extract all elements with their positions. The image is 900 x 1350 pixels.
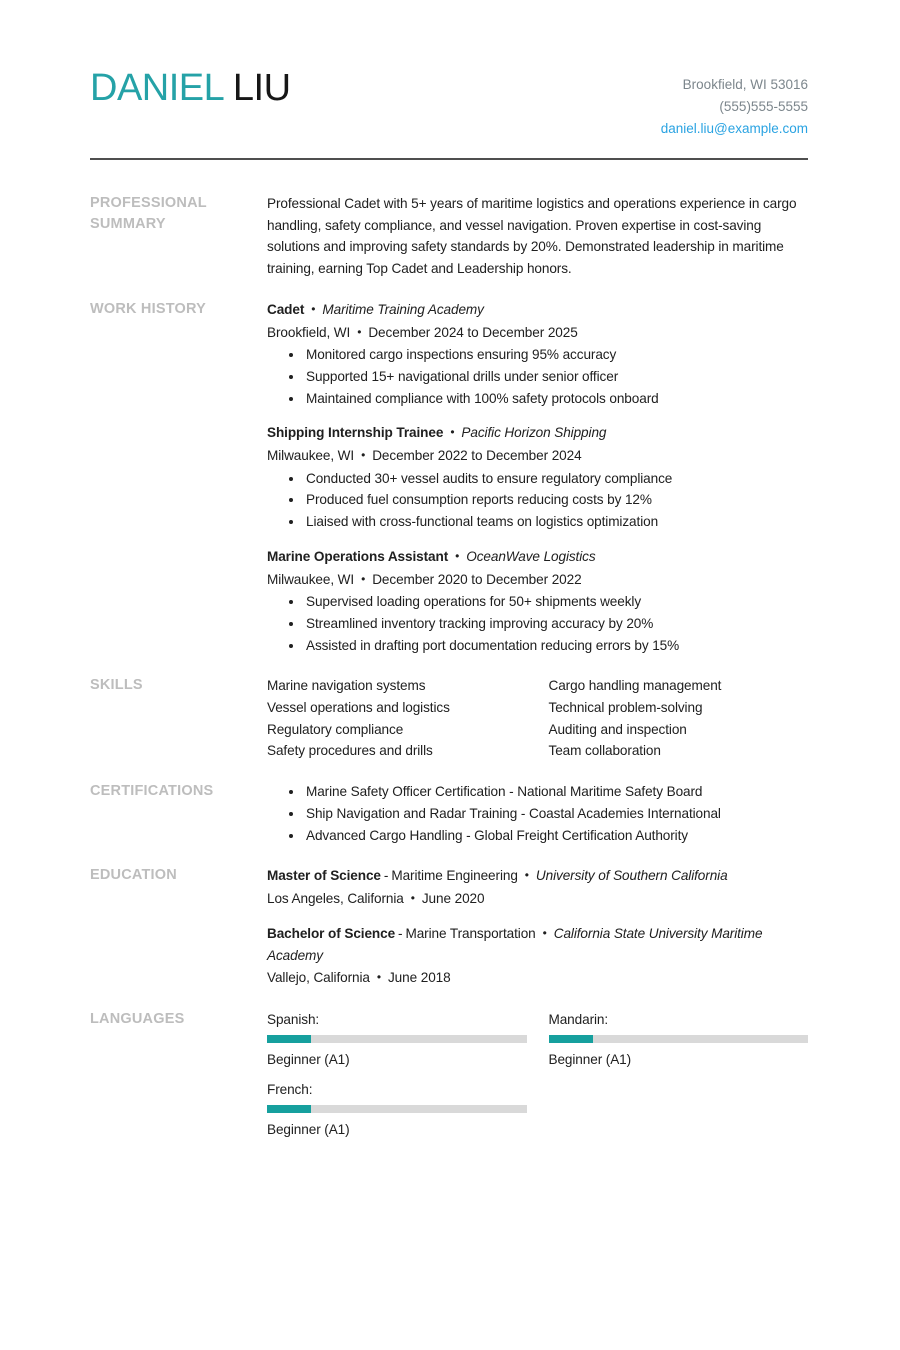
contact-phone: (555)555-5555 xyxy=(719,99,808,114)
job-bullet: • Maintained compliance with 100% safety protocols onboard xyxy=(304,388,808,410)
separator-dot: • xyxy=(410,890,415,905)
job-title: Cadet xyxy=(267,301,305,317)
job-bullet-list xyxy=(267,468,808,533)
contact-info xyxy=(661,74,808,140)
separator-dash: - xyxy=(383,868,389,884)
job-dates: December 2020 to December 2022 xyxy=(372,571,582,587)
section-skills xyxy=(90,675,808,762)
job-bullet: • Supervised loading operations for 50+ shipments weekly xyxy=(304,591,808,613)
job-company: OceanWave Logistics xyxy=(466,548,596,564)
degree-date: June 2020 xyxy=(421,890,485,906)
header-divider xyxy=(90,158,808,160)
certification-list xyxy=(267,781,808,846)
contact-address: Brookfield, WI 53016 xyxy=(682,77,808,92)
degree-meta xyxy=(267,967,808,990)
section-label-languages: LANGUAGES xyxy=(90,1010,185,1027)
section-label-certifications: CERTIFICATIONS xyxy=(90,783,214,800)
job-heading xyxy=(267,546,808,569)
separator-dot: • xyxy=(361,571,366,586)
job-meta xyxy=(267,445,808,468)
section-education xyxy=(90,865,808,990)
degree-heading xyxy=(267,923,808,967)
language-name: Spanish: xyxy=(267,1011,320,1027)
job-entry xyxy=(267,422,808,533)
language-progress-bar xyxy=(267,1105,527,1113)
degree-field: Marine Transportation xyxy=(405,925,536,941)
skill-item: Vessel operations and logistics xyxy=(267,700,450,716)
job-bullet: • Monitored cargo inspections ensuring 95% accuracy xyxy=(304,344,808,366)
job-bullet: • Supported 15+ navigational drills under senior officer xyxy=(304,366,808,388)
degree-name: Bachelor of Science xyxy=(267,925,396,941)
job-bullet: • Produced fuel consumption reports reducing costs by 12% xyxy=(304,489,808,511)
job-heading xyxy=(267,422,808,445)
job-meta xyxy=(267,569,808,592)
certification-item: • Marine Safety Officer Certification - National Maritime Safety Board xyxy=(304,781,808,803)
degree-meta xyxy=(267,888,808,911)
candidate-name xyxy=(90,66,291,110)
job-heading xyxy=(267,299,808,322)
degree-date: June 2018 xyxy=(387,970,451,986)
skills-column-right xyxy=(549,675,809,762)
candidate-first-name: DANIEL xyxy=(90,67,223,109)
language-progress-fill xyxy=(549,1035,593,1043)
degree-location: Vallejo, California xyxy=(267,970,370,986)
separator-dot: • xyxy=(524,868,529,883)
language-progress-bar xyxy=(549,1035,809,1043)
job-entry xyxy=(267,299,808,410)
job-entry xyxy=(267,546,808,657)
skill-item: Auditing and inspection xyxy=(548,721,687,737)
job-bullet: • Assisted in drafting port documentation reducing errors by 15% xyxy=(304,635,808,657)
contact-email-link[interactable]: daniel.liu@example.com xyxy=(660,121,808,136)
section-work-history xyxy=(90,299,808,657)
job-location: Milwaukee, WI xyxy=(267,448,355,464)
language-item xyxy=(267,1009,527,1070)
separator-dot: • xyxy=(542,925,547,940)
language-level: Beginner (A1) xyxy=(267,1121,350,1137)
job-meta xyxy=(267,322,808,345)
skill-item: Safety procedures and drills xyxy=(267,743,433,759)
degree-field: Maritime Engineering xyxy=(391,868,518,884)
skill-item: Team collaboration xyxy=(548,743,661,759)
job-bullet: • Liaised with cross-functional teams on logistics optimization xyxy=(304,511,808,533)
section-label-skills: SKILLS xyxy=(90,677,143,694)
candidate-last-name: LIU xyxy=(232,67,291,109)
job-company: Pacific Horizon Shipping xyxy=(461,425,607,441)
degree-school: University of Southern California xyxy=(535,868,728,884)
separator-dot: • xyxy=(450,425,455,440)
certification-item: • Advanced Cargo Handling - Global Freight Certification Authority xyxy=(304,825,808,847)
degree-location: Los Angeles, California xyxy=(267,890,404,906)
job-bullet: • Conducted 30+ vessel audits to ensure regulatory compliance xyxy=(304,468,808,490)
language-progress-bar xyxy=(267,1035,527,1043)
section-languages xyxy=(90,1009,808,1149)
language-progress-fill xyxy=(267,1035,311,1043)
skill-item: Regulatory compliance xyxy=(267,721,404,737)
job-bullet: • Streamlined inventory tracking improving accuracy by 20% xyxy=(304,613,808,635)
degree-name: Master of Science xyxy=(267,868,381,884)
language-item xyxy=(549,1009,809,1070)
language-name: Mandarin: xyxy=(548,1011,609,1027)
certification-item: • Ship Navigation and Radar Training - Coastal Academies International xyxy=(304,803,808,825)
section-certifications xyxy=(90,781,808,846)
separator-dot: • xyxy=(311,301,316,316)
summary-text: Professional Cadet with 5+ years of maritime logistics and operations experience in cargo handling, safety compliance, and vessel navigation. Proven expertise in cost-saving solutions and improving safety standards by 20%. Demonstrated leadership in maritime training, earning Top Cadet and Leadership honors. xyxy=(267,196,797,277)
language-level: Beginner (A1) xyxy=(267,1051,350,1067)
job-title: Shipping Internship Trainee xyxy=(267,425,444,441)
job-dates: December 2022 to December 2024 xyxy=(372,448,582,464)
degree-heading xyxy=(267,865,808,888)
separator-dot: • xyxy=(357,324,362,339)
skills-column-left xyxy=(267,675,527,762)
skill-item: Marine navigation systems xyxy=(267,678,426,694)
separator-dot: • xyxy=(361,448,366,463)
separator-dot: • xyxy=(455,548,460,563)
degree-school: California State University Maritime Academy xyxy=(267,925,763,964)
job-dates: December 2024 to December 2025 xyxy=(368,324,578,340)
section-label-work-history: WORK HISTORY xyxy=(90,300,206,317)
job-company: Maritime Training Academy xyxy=(322,301,484,317)
job-title: Marine Operations Assistant xyxy=(267,548,449,564)
job-bullet-list xyxy=(267,591,808,656)
degree-entry xyxy=(267,923,808,990)
language-progress-fill xyxy=(267,1105,311,1113)
skill-item: Technical problem-solving xyxy=(548,700,703,716)
section-label-education: EDUCATION xyxy=(90,867,177,884)
separator-dash: - xyxy=(398,925,403,941)
skill-item: Cargo handling management xyxy=(548,678,722,694)
resume-header xyxy=(90,66,808,140)
job-location: Milwaukee, WI xyxy=(267,571,355,587)
language-item xyxy=(267,1079,527,1140)
language-level: Beginner (A1) xyxy=(548,1051,632,1067)
separator-dot: • xyxy=(376,970,381,985)
section-label-professional-summary: PROFESSIONAL SUMMARY xyxy=(90,195,207,232)
language-name: French: xyxy=(267,1081,313,1097)
job-bullet-list xyxy=(267,344,808,409)
degree-entry xyxy=(267,865,808,910)
job-location: Brookfield, WI xyxy=(267,324,351,340)
section-professional-summary xyxy=(90,193,808,280)
